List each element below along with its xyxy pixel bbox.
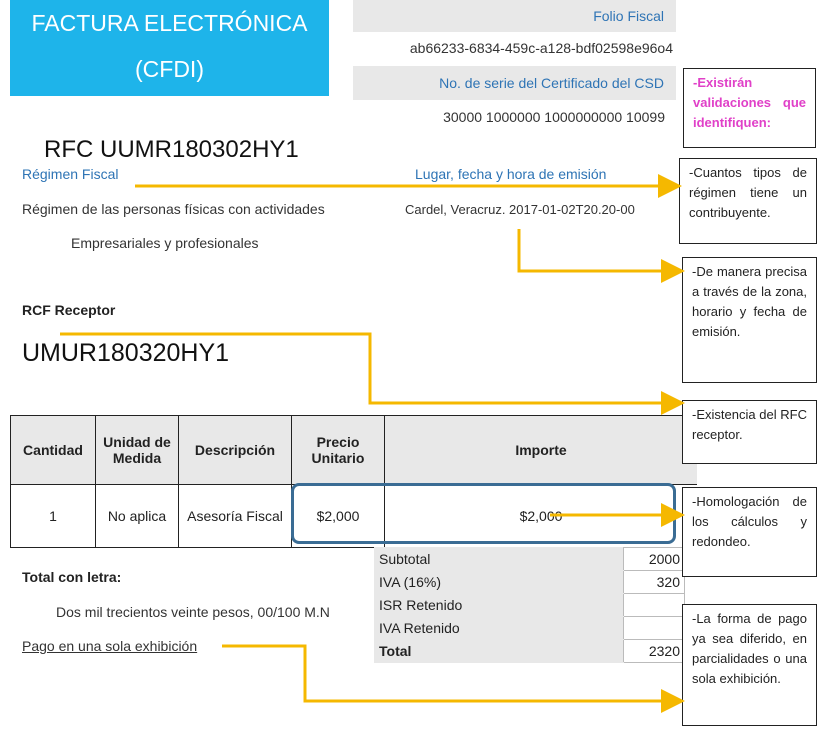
pago-exhibicion: Pago en una sola exhibición — [22, 638, 198, 654]
header-importe: Importe — [385, 416, 698, 485]
subtotal-value: 2000 — [624, 548, 685, 571]
folio-value: ab66233-6834-459c-a128-bdf02598e96o4 — [409, 40, 673, 56]
invoice-subtitle: (CFDI) — [135, 56, 204, 82]
iva-label: IVA (16%) — [375, 571, 624, 594]
folio-label: Folio Fiscal — [593, 8, 664, 24]
header-descripcion: Descripción — [179, 416, 292, 485]
cell-importe: $2,000 — [385, 485, 698, 548]
cell-precio: $2,000 — [292, 485, 385, 548]
header-unidad: Unidad de Medida — [96, 416, 179, 485]
note-forma-pago: -La forma de pago ya sea diferido, en parcialidades o una sola exhibición. — [682, 604, 817, 726]
note-validaciones: -Existirán validaciones que identifiquen: — [683, 68, 816, 148]
regimen-line2: Empresariales y profesionales — [71, 235, 259, 251]
arrow-emision — [519, 229, 679, 271]
total-label: Total — [375, 640, 624, 663]
isr-retenido-label: ISR Retenido — [375, 594, 624, 617]
receptor-rfc: UMUR180320HY1 — [22, 339, 230, 367]
total-letra-value: Dos mil trecientos veinte pesos, 00/100 M.N — [56, 604, 330, 620]
lugar-label: Lugar, fecha y hora de emisión — [415, 166, 607, 182]
note-rfc-receptor: -Existencia del RFC receptor. — [682, 400, 817, 464]
regimen-label: Régimen Fiscal — [22, 166, 119, 182]
total-value: 2320 — [624, 640, 685, 663]
arrow-pago — [222, 646, 679, 701]
total-letra-label: Total con letra: — [22, 569, 122, 585]
cell-unidad: No aplica — [96, 485, 179, 548]
cell-cantidad: 1 — [11, 485, 96, 548]
serie-value: 30000 1000000 1000000000 10099 — [443, 109, 665, 125]
invoice-title: FACTURA ELECTRÓNICA — [31, 10, 308, 36]
serie-label: No. de serie del Certificado del CSD — [439, 75, 664, 91]
header-cantidad: Cantidad — [11, 416, 96, 485]
arrow-receptor — [60, 334, 679, 403]
iva-retenido-label: IVA Retenido — [375, 617, 624, 640]
lugar-value: Cardel, Veracruz. 2017-01-02T20.20-00 — [405, 202, 635, 217]
iva-value: 320 — [624, 571, 685, 594]
receptor-label: RCF Receptor — [22, 302, 116, 318]
emisor-rfc: RFC UUMR180302HY1 — [44, 136, 299, 163]
subtotal-label: Subtotal — [375, 548, 624, 571]
note-regimen: -Cuantos tipos de régimen tiene un contribuyente. — [679, 158, 817, 244]
header-precio: Precio Unitario — [292, 416, 385, 485]
note-emision: -De manera precisa a través de la zona, horario y fecha de emisión. — [682, 257, 817, 383]
cell-descripcion: Asesoría Fiscal — [179, 485, 292, 548]
note-calculos: -Homologación de los cálculos y redondeo. — [682, 487, 817, 577]
regimen-line1: Régimen de las personas físicas con actividades — [22, 201, 325, 217]
